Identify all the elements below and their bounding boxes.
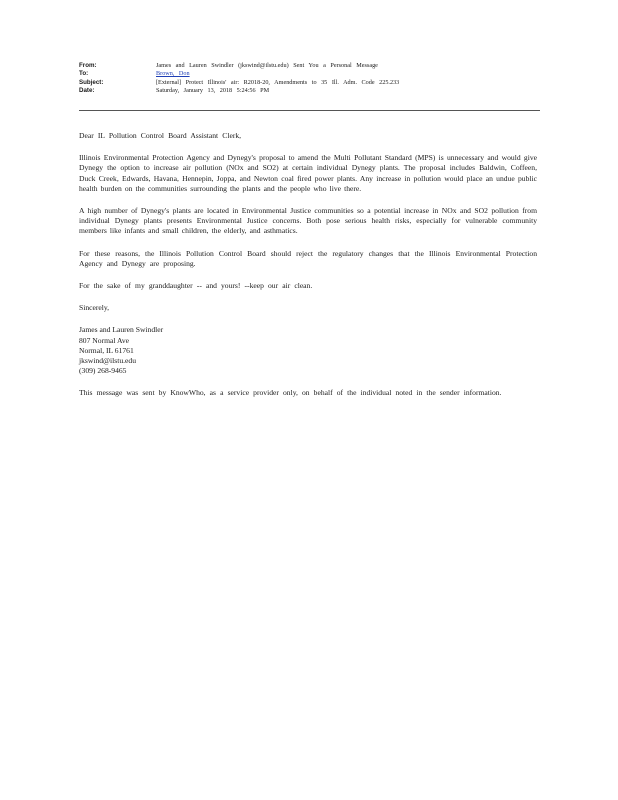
to-row: [79, 70, 529, 78]
date-label: Date:: [79, 86, 95, 94]
subject-label: Subject:: [79, 78, 104, 86]
signature-city: Normal, IL 61761: [79, 345, 134, 355]
closing: Sincerely,: [79, 303, 110, 313]
subject-value: [External] Protect Illinois' air: R2018-20, Amendments to 35 Ill. Adm. Code 225.233: [156, 78, 400, 86]
signature-phone: (309) 268-9465: [79, 366, 127, 376]
signature-block: [79, 325, 537, 376]
from-label: From:: [79, 62, 97, 69]
salutation: Dear IL Pollution Control Board Assistant Clerk,: [79, 131, 242, 140]
to-recipient-link[interactable]: Brown, Don: [156, 70, 190, 78]
paragraph-2: A high number of Dynegy's plants are located in Environmental Justice communities so a potential increase in NOx and SO2 pollution from individual Dynegy plants presents Environmental Justice concerns. Both pose serious health risks, especially for vulnerable community members like infants and small children, the elderly, and asthmatics.: [79, 206, 537, 236]
signature-email-link[interactable]: jkswind@ilstu.edu: [79, 356, 136, 366]
footer-note: This message was sent by KnowWho, as a service provider only, on behalf of the individual noted in the sender information.: [79, 388, 502, 398]
subject-row: [79, 79, 529, 87]
letter-body: [79, 131, 537, 411]
signature-street: 807 Normal Ave: [79, 335, 130, 345]
paragraph-1: Illinois Environmental Protection Agency and Dynegy's proposal to amend the Multi Pollutant Standard (MPS) is unnecessary and would give Dynegy the option to increase air pollution (NOx and SO2) at certain individual Dynegy plants. The proposal includes Baldwin, Coffeen, Duck Creek, Edwards, Havana, Hennepin, Joppa, and Newton coal fired power plants. Any increase in pollution would place an undue public health burden on the communities surrounding the plants and the people who live there.: [79, 153, 537, 193]
date-row: [79, 87, 529, 95]
signature-name: James and Lauren Swindler: [79, 325, 164, 335]
paragraph-3: For these reasons, the Illinois Pollution Control Board should reject the regulatory changes that the Illinois Environmental Protection Agency and Dynegy are proposing.: [79, 248, 537, 268]
header-divider: [79, 110, 540, 111]
from-row: [79, 62, 529, 70]
paragraph-4: For the sake of my granddaughter -- and yours! --keep our air clean.: [79, 281, 313, 291]
to-label: To:: [79, 70, 89, 78]
email-header: [79, 62, 529, 95]
from-value: James and Lauren Swindler (jkswind@ilstu.edu) Sent You a Personal Message: [156, 62, 378, 69]
date-value: Saturday, January 13, 2018 5:24:56 PM: [156, 86, 270, 94]
